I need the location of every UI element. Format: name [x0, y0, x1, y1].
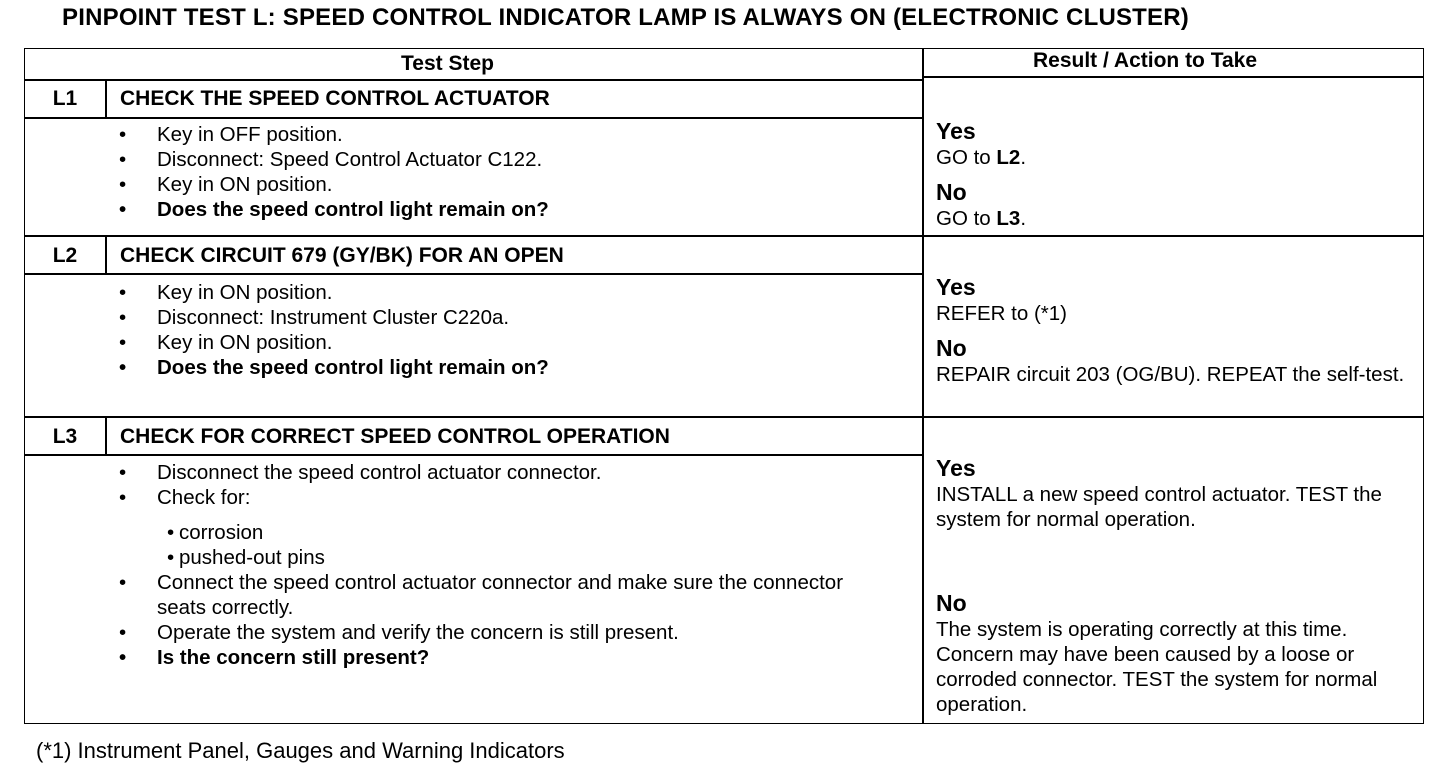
header-divider-left — [25, 79, 922, 81]
yes-label: Yes — [936, 118, 976, 144]
result-l3 — [936, 455, 1420, 532]
step-id-divider — [105, 80, 107, 118]
no-label: No — [936, 590, 967, 616]
column-header-test-step: Test Step — [401, 52, 494, 75]
yes-action: REFER to (*1) — [936, 302, 1067, 325]
step-id-l1: L1 — [52, 87, 78, 110]
step-divider — [25, 416, 1423, 418]
list-item: • Disconnect: Speed Control Actuator C122. — [115, 147, 905, 172]
list-item: • Disconnect the speed control actuator connector. — [115, 460, 905, 485]
step-title-l3: CHECK FOR CORRECT SPEED CONTROL OPERATION — [120, 425, 670, 448]
yes-ref: L2 — [996, 146, 1021, 169]
no-label: No — [936, 179, 967, 205]
yes-end: . — [1020, 146, 1027, 169]
no-text: GO to — [936, 207, 997, 230]
step-body-l2 — [115, 280, 905, 380]
no-action: REPAIR circuit 203 (OG/BU). REPEAT the self-test. — [936, 363, 1405, 386]
step-title-l2: CHECK CIRCUIT 679 (GY/BK) FOR AN OPEN — [120, 244, 564, 267]
page-title: PINPOINT TEST L: SPEED CONTROL INDICATOR LAMP IS ALWAYS ON (ELECTRONIC CLUSTER) — [62, 4, 1189, 31]
yes-label: Yes — [936, 455, 976, 481]
step-id-divider — [105, 237, 107, 274]
result-l2 — [936, 274, 1420, 387]
result-l1 — [936, 118, 1420, 231]
no-action — [936, 206, 1420, 231]
step-title-l1: CHECK THE SPEED CONTROL ACTUATOR — [120, 87, 550, 110]
no-label: No — [936, 335, 967, 361]
step-id-divider — [105, 418, 107, 455]
list-item: • Operate the system and verify the concern is still present. — [115, 620, 905, 645]
list-item: • Connect the speed control actuator connector and make sure the connector seats correctly. — [115, 570, 857, 620]
list-item: • Disconnect: Instrument Cluster C220a. — [115, 305, 905, 330]
no-action: The system is operating correctly at this time. Concern may have been caused by a loose or corroded connector. TEST the system for normal operation. — [936, 618, 1378, 716]
column-header-result: Result / Action to Take — [1033, 49, 1258, 72]
yes-text: GO to — [936, 146, 997, 169]
step-divider — [25, 235, 1423, 237]
list-subitem: • corrosion — [115, 520, 905, 545]
list-subitem: • pushed-out pins — [115, 545, 905, 570]
yes-action: INSTALL a new speed control actuator. TEST the system for normal operation. — [936, 483, 1382, 531]
pinpoint-test-table — [24, 48, 1424, 724]
step-title-divider — [25, 273, 922, 275]
list-item: • Does the speed control light remain on? — [115, 197, 905, 222]
yes-label: Yes — [936, 274, 976, 300]
column-divider — [922, 49, 924, 723]
list-item: • Is the concern still present? — [115, 645, 905, 670]
list-item: • Does the speed control light remain on? — [115, 355, 905, 380]
yes-action — [936, 145, 1420, 170]
list-item: • Key in ON position. — [115, 172, 905, 197]
list-item: • Key in ON position. — [115, 280, 905, 305]
step-id-l2: L2 — [52, 244, 78, 267]
step-body-l3 — [115, 460, 905, 670]
step-title-divider — [25, 454, 922, 456]
result-l3-no — [936, 590, 1420, 717]
header-divider-right — [922, 76, 1423, 78]
list-item: • Key in ON position. — [115, 330, 905, 355]
step-body-l1 — [115, 122, 905, 222]
list-item: • Check for: — [115, 485, 905, 510]
footnote: (*1) Instrument Panel, Gauges and Warning Indicators — [36, 738, 565, 763]
list-item: • Key in OFF position. — [115, 122, 905, 147]
no-end: . — [1020, 207, 1027, 230]
step-title-divider — [25, 117, 922, 119]
step-id-l3: L3 — [52, 425, 78, 448]
no-ref: L3 — [996, 207, 1021, 230]
